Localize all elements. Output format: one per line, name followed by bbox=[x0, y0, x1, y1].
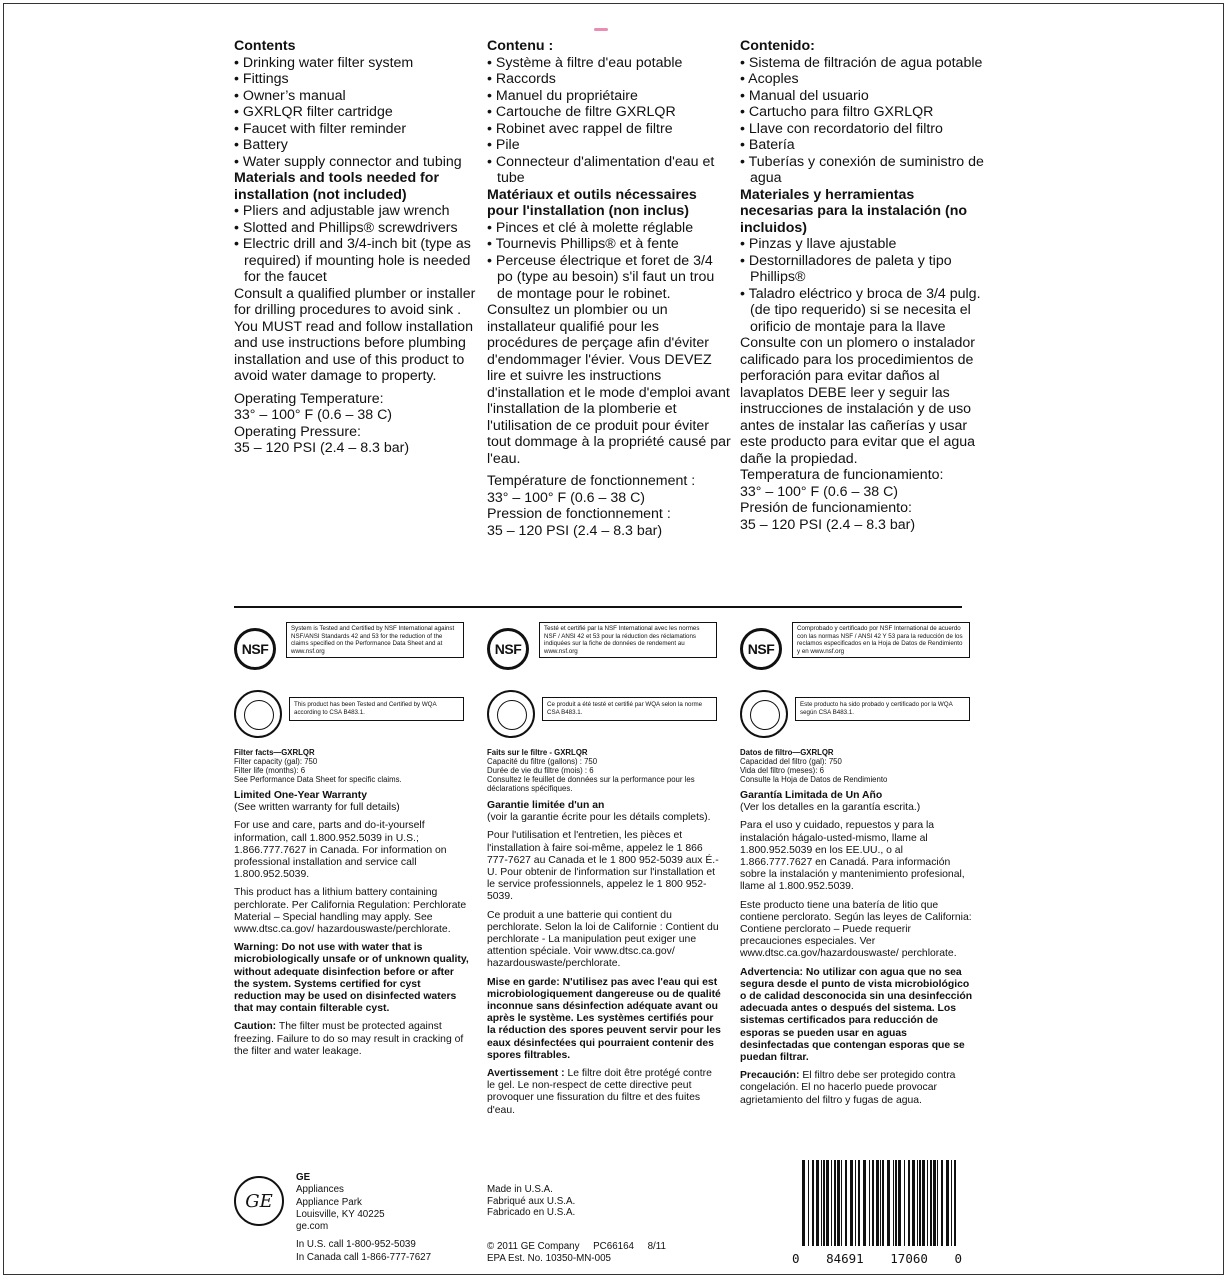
list-item: • Robinet avec rappel de filtre bbox=[487, 121, 732, 138]
nsf-logo-icon: NSF bbox=[234, 628, 276, 670]
list-item: • Cartucho para filtro GXRLQR bbox=[740, 104, 985, 121]
nsf-statement: Testé et certifié par la NSF International avec les normes NSF / ANSI 42 et 53 pour la réduction des réclamations indiquées sur la fiche de données de rendement au www.nsf.org bbox=[539, 622, 717, 658]
op-press-value: 35 – 120 PSI (2.4 – 8.3 bar) bbox=[487, 522, 663, 539]
caution-text: El filtro debe ser protegido contra congelación. El no hacerlo puede provocar agrietamiento del filtro y fugas de agua. bbox=[740, 1070, 956, 1106]
wqa-seal-icon bbox=[740, 690, 788, 738]
list-item: • Connecteur d'alimentation d'eau et tube bbox=[487, 154, 732, 187]
nsf-statement: Comprobado y certificado por NSF International de acuerdo con las normas NSF / ANSI 42 Y 53 para la reducción de los reclamos especificados en la Hoja de Datos de Rendimiento y en www.nsf.org bbox=[792, 622, 970, 658]
barcode-bar bbox=[912, 1160, 915, 1246]
caution-label: Caution: bbox=[234, 1021, 277, 1033]
warranty-title: Garantie limitée d'un an bbox=[487, 800, 605, 811]
barcode-bar bbox=[821, 1160, 822, 1246]
list-item: • GXRLQR filter cartridge bbox=[234, 104, 479, 121]
barcode-digit: 84691 bbox=[826, 1251, 864, 1266]
contents-title: Contenu : bbox=[487, 38, 554, 54]
list-item: • Cartouche de filtre GXRLQR bbox=[487, 104, 732, 121]
warranty-title: Limited One-Year Warranty bbox=[234, 790, 367, 801]
list-item: • Pinzas y llave ajustable bbox=[740, 236, 985, 253]
op-temp-value: 33° – 100° F (0.6 – 38 C) bbox=[740, 483, 899, 500]
contents-title: Contenido: bbox=[740, 38, 815, 54]
warranty-subtitle: (Ver los detalles en la garantía escrita.) bbox=[740, 802, 921, 814]
warranty-subtitle: (See written warranty for full details) bbox=[234, 802, 400, 814]
caution-text: The filter must be protected against freezing. Failure to do so may result in cracking of the filter and water leakage. bbox=[234, 1021, 464, 1057]
list-item: • Fittings bbox=[234, 71, 479, 88]
list-item: • Raccords bbox=[487, 71, 732, 88]
barcode-bar bbox=[946, 1160, 949, 1246]
text-line: Consulte la Hoja de Datos de Rendimiento bbox=[740, 775, 888, 784]
list-item: • Batería bbox=[740, 137, 985, 154]
consult-text: Consult a qualified plumber or installer for drilling procedures to avoid sink . You MUST read and follow installation and use instructions before plumbing installation and use of this product to avoid water damage to property. bbox=[234, 285, 476, 384]
warning-text: Advertencia: No utilizar con agua que no sea segura desde el punto de vista microbiológico o de calidad desconocida sin una desinfección adecuada antes o después del sistema. Los sistemas certificados para reducción de esporas se pueden usar en aguas desinfectadas que contengan esporas que se puedan filtrar. bbox=[740, 966, 973, 1064]
list-item: • Battery bbox=[234, 137, 479, 154]
barcode-bar bbox=[841, 1160, 842, 1246]
tools-title: Materiales y herramientas necesarias para la instalación (no incluidos) bbox=[740, 186, 968, 236]
list-item: • Taladro eléctrico y broca de 3/4 pulg. (de tipo requerido) si se necesita el orificio de montaje para la llave bbox=[740, 286, 985, 336]
op-temp-value: 33° – 100° F (0.6 – 38 C) bbox=[487, 489, 646, 506]
warning-text: Warning: Do not use with water that is microbiologically unsafe or of unknown quality, without adequate disinfection before or after the system. Systems certified for cyst reduction may be used on disinfected waters that may contain filterable cyst. bbox=[234, 942, 469, 1015]
text-line: ge.com bbox=[296, 1221, 329, 1233]
list-item: • Owner’s manual bbox=[234, 88, 479, 105]
list-item: • Manual del usuario bbox=[740, 88, 985, 105]
list-item: • Manuel du propriétaire bbox=[487, 88, 732, 105]
epa-number: EPA Est. No. 10350-MN-005 bbox=[487, 1253, 611, 1264]
barcode-bar bbox=[937, 1160, 938, 1246]
barcode-bar bbox=[834, 1160, 836, 1246]
barcode-bar bbox=[951, 1160, 952, 1246]
op-press-value: 35 – 120 PSI (2.4 – 8.3 bar) bbox=[234, 440, 410, 456]
wqa-statement: This product has been Tested and Certified by WQA according to CSA B483.1. bbox=[289, 697, 464, 721]
barcode-bar bbox=[880, 1160, 881, 1246]
nsf-logo-icon: NSF bbox=[740, 628, 782, 670]
barcode-bar bbox=[898, 1160, 901, 1246]
ge-logo-icon: GE bbox=[234, 1176, 284, 1226]
nsf-statement: System is Tested and Certified by NSF International against NSF/ANSI Standards 42 and 53 for the reduction of the claims specified on the Performance Data Sheet and at www.nsf.org bbox=[286, 622, 464, 658]
caution-label: Precaución: bbox=[740, 1070, 800, 1082]
filter-facts-title: Filter facts—GXRLQR bbox=[234, 748, 315, 757]
list-item: • Faucet with filter reminder bbox=[234, 121, 479, 138]
wqa-statement: Este producto ha sido probado y certificado por la WQA según CSA B483.1. bbox=[795, 697, 970, 721]
op-temp-label: Temperatura de funcionamiento: bbox=[740, 467, 944, 483]
color-mark bbox=[594, 28, 608, 31]
barcode-bar bbox=[882, 1160, 884, 1246]
tools-title: Matériaux et outils nécessaires pour l'installation (non inclus) bbox=[487, 186, 697, 219]
warranty-en bbox=[234, 790, 469, 1064]
text-line: Appliances bbox=[296, 1184, 344, 1196]
text-line: Made in U.S.A. bbox=[487, 1184, 553, 1195]
spanish-column bbox=[740, 38, 985, 533]
caution-label: Avertissement : bbox=[487, 1068, 565, 1080]
barcode-bar bbox=[837, 1160, 840, 1246]
warranty-subtitle: (voir la garantie écrite pour les détails complets). bbox=[487, 812, 711, 824]
french-column bbox=[487, 38, 732, 539]
company-address bbox=[296, 1172, 431, 1264]
wqa-seal-icon bbox=[487, 690, 535, 738]
op-temp-label: Operating Temperature: bbox=[234, 390, 384, 407]
barcode-bar bbox=[855, 1160, 856, 1246]
barcode-digit: 0 bbox=[954, 1251, 962, 1266]
barcode-bar bbox=[930, 1160, 932, 1246]
contents-list bbox=[740, 55, 985, 187]
op-temp-value: 33° – 100° F (0.6 – 38 C) bbox=[234, 407, 393, 423]
filter-facts bbox=[487, 748, 727, 793]
barcode-bar bbox=[876, 1160, 879, 1246]
op-press-label: Operating Pressure: bbox=[234, 423, 361, 440]
barcode-bar bbox=[933, 1160, 936, 1246]
nsf-logo-icon: NSF bbox=[487, 628, 529, 670]
consult-text: Consulte con un plomero o instalador calificado para los procedimientos de perforación para evitar daños al lavaplatos DEBE leer y seguir las instrucciones de instalación y de uso antes de instalar las cañerías y usar este producto para evitar que el agua dañe la propiedad. bbox=[740, 335, 976, 467]
op-press-label: Pression de fonctionnement : bbox=[487, 506, 671, 522]
op-temp-label: Température de fonctionnement : bbox=[487, 473, 696, 489]
tools-list bbox=[234, 203, 479, 286]
address-lines bbox=[296, 1184, 431, 1233]
barcode-bar bbox=[941, 1160, 943, 1246]
barcode-bar bbox=[816, 1160, 819, 1246]
tools-list bbox=[487, 220, 732, 303]
made-in bbox=[487, 1184, 575, 1219]
barcode-bar bbox=[863, 1160, 866, 1246]
barcode-digit: 0 bbox=[792, 1251, 800, 1266]
barcode-bar bbox=[917, 1160, 918, 1246]
list-item: • Perceuse électrique et foret de 3/4 po (type au besoin) s'il faut un trou de montage pour le robinet. bbox=[487, 253, 732, 303]
warranty-care: Para el uso y cuidado, repuestos y para la instalación hágalo-usted-mismo, llame al 1.800.952.5039 en los EE.UU., o al 1.866.777.7627 en Canadá. Para información sobre la instalación y mantenimiento profesional, llame al 1.800.952.5039. bbox=[740, 820, 965, 893]
list-item: • Water supply connector and tubing bbox=[234, 154, 479, 171]
barcode-bar bbox=[845, 1160, 847, 1246]
text-line: Louisville, KY 40225 bbox=[296, 1208, 385, 1220]
battery-notice: Este producto tiene una batería de litio que contiene perclorato. Según las leyes de California: Contiene perclorato – Puede requerir precauciones especiales. Ver www.dtsc.ca.gov/hazardouswaste/ perchlorate. bbox=[740, 899, 972, 960]
contents-list bbox=[234, 55, 479, 171]
barcode-bar bbox=[927, 1160, 928, 1246]
text-line: Fabricado en U.S.A. bbox=[487, 1207, 576, 1218]
barcode-bar bbox=[831, 1160, 832, 1246]
barcode-bar bbox=[823, 1160, 825, 1246]
copyright bbox=[487, 1241, 666, 1265]
filter-facts-lines bbox=[487, 757, 727, 793]
barcode-bar bbox=[893, 1160, 894, 1246]
filter-facts bbox=[740, 748, 887, 784]
list-item: • Acoples bbox=[740, 71, 985, 88]
list-item: • Pliers and adjustable jaw wrench bbox=[234, 203, 479, 220]
filter-facts-title: Datos de filtro—GXRLQR bbox=[740, 748, 834, 757]
barcode-bar bbox=[808, 1160, 809, 1246]
contents-title: Contents bbox=[234, 38, 296, 54]
text-line: Durée de vie du filtre (mois) : 6 bbox=[487, 766, 594, 775]
barcode-bar bbox=[908, 1160, 910, 1246]
filter-facts-title: Faits sur le filtre - GXRLQR bbox=[487, 748, 588, 757]
text-line: Filter capacity (gal): 750 bbox=[234, 757, 318, 766]
list-item: • Pinces et clé à molette réglable bbox=[487, 220, 732, 237]
op-press-label: Presión de funcionamiento: bbox=[740, 500, 912, 516]
wqa-statement: Ce produit a été testé et certifié par WQA selon la norme CSA B483.1. bbox=[542, 697, 717, 721]
caution-paragraph bbox=[234, 1021, 469, 1058]
barcode-bar bbox=[812, 1160, 814, 1246]
text-line: In U.S. call 1-800-952-5039 bbox=[296, 1239, 416, 1251]
warranty-care: Pour l'utilisation et l'entretien, les pièces et l'installation à faire soi-même, appelez le 1 866 777-7627 au Canada et le 1 800 952-5039 aux É.-U. Pour obtenir de l'information sur l'installation et le service professionnels, appelez le 1 800 952-5039. bbox=[487, 830, 719, 903]
text-line: Consultez le feuillet de données sur la performance pour les déclarations spécifiques. bbox=[487, 775, 695, 793]
barcode-bar bbox=[895, 1160, 897, 1246]
barcode-bar bbox=[802, 1160, 805, 1246]
barcode-bar bbox=[954, 1160, 956, 1246]
warranty-es bbox=[740, 790, 975, 1113]
list-item: • Slotted and Phillips® screwdrivers bbox=[234, 220, 479, 237]
tools-list bbox=[740, 236, 985, 335]
warning-text: Mise en garde: N'utilisez pas avec l'eau qui est microbiologiquement dangereuse ou de qualité inconnue sans désinfection adéquate avant ou après le système. Les systèmes certifiés pour la réduction des spores peuvent servir pour les eaux désinfectées qui pourraient contenir des spores filtrables. bbox=[487, 976, 721, 1061]
contents-list bbox=[487, 55, 732, 187]
list-item: • Electric drill and 3/4-inch bit (type as required) if mounting hole is needed for the faucet bbox=[234, 236, 479, 286]
list-item: • Drinking water filter system bbox=[234, 55, 479, 72]
list-item: • Destornilladores de paleta y tipo Phillips® bbox=[740, 253, 985, 286]
list-item: • Tournevis Phillips® et à fente bbox=[487, 236, 732, 253]
barcode-icon bbox=[800, 1160, 962, 1252]
op-press-value: 35 – 120 PSI (2.4 – 8.3 bar) bbox=[740, 516, 916, 533]
list-item: • Pile bbox=[487, 137, 732, 154]
caution-text: Le filtre doit être protégé contre le gel. Le non-respect de cette directive peut provoquer une fissuration du filtre et des fuites d'eau. bbox=[487, 1068, 712, 1116]
barcode-bar bbox=[872, 1160, 874, 1246]
text-line: Capacité du filtre (gallons) : 750 bbox=[487, 757, 598, 766]
warranty-title: Garantía Limitada de Un Año bbox=[740, 790, 883, 801]
tools-title: Materials and tools needed for installation (not included) bbox=[234, 170, 439, 203]
barcode-bar bbox=[904, 1160, 905, 1246]
text-line: Filter life (months): 6 bbox=[234, 766, 306, 775]
text-line: In Canada call 1-866-777-7627 bbox=[296, 1251, 432, 1263]
consult-text: Consultez un plombier ou un installateur qualifié pour les procédures de perçage afin d'éviter d'endommager l'évier. Vous DEVEZ lire et suivre les instructions d'installation et le mode d'emploi avant l'installation de la plomberie et l'utilisation de ce produit pour éviter tout dommage à la propriété causé par l'eau. bbox=[487, 302, 731, 467]
barcode-bar bbox=[919, 1160, 921, 1246]
caution-paragraph bbox=[487, 1068, 722, 1117]
company-name: GE bbox=[296, 1172, 311, 1183]
list-item: • Système à filtre d'eau potable bbox=[487, 55, 732, 72]
text-line: See Performance Data Sheet for specific claims. bbox=[234, 775, 402, 784]
warranty-fr bbox=[487, 800, 722, 1123]
text-line: Vida del filtro (meses): 6 bbox=[740, 766, 824, 775]
text-line: Appliance Park bbox=[296, 1196, 362, 1208]
barcode-bar bbox=[850, 1160, 853, 1246]
english-column bbox=[234, 38, 479, 457]
barcode-bar bbox=[858, 1160, 860, 1246]
list-item: • Tuberías y conexión de suministro de agua bbox=[740, 154, 985, 187]
filter-facts bbox=[234, 748, 402, 784]
text-line: Fabriqué aux U.S.A. bbox=[487, 1195, 576, 1207]
list-item: • Llave con recordatorio del filtro bbox=[740, 121, 985, 138]
barcode-bar bbox=[869, 1160, 870, 1246]
filter-facts-lines bbox=[234, 757, 402, 784]
list-item: • Sistema de filtración de agua potable bbox=[740, 55, 985, 72]
section-divider bbox=[234, 606, 962, 608]
copyright-line: © 2011 GE Company PC66164 8/11 bbox=[487, 1241, 666, 1252]
warranty-care: For use and care, parts and do-it-yourself information, call 1.800.952.5039 in U.S.; 1.866.777.7627 in Canada. For information on professional installation and service call 1.800.952.5039. bbox=[234, 820, 447, 881]
barcode-bar bbox=[826, 1160, 829, 1246]
barcode-digits bbox=[792, 1251, 962, 1266]
battery-notice: This product has a lithium battery containing perchlorate. Per California Regulation: Perchlorate Material – Special handling may apply. See www.dtsc.ca.gov/ hazardouswaste/perchlorate. bbox=[234, 887, 467, 936]
barcode-bar bbox=[922, 1160, 925, 1246]
filter-facts-lines bbox=[740, 757, 887, 784]
support-phones bbox=[296, 1239, 431, 1264]
caution-paragraph bbox=[740, 1070, 975, 1107]
text-line: Capacidad del filtro (gal): 750 bbox=[740, 757, 842, 766]
battery-notice: Ce produit a une batterie qui contient du perchlorate. Selon la loi de Californie : Contient du perchlorate - La manipulation peut exiger une attention spéciale. Voir www.dtsc.ca.gov/ hazardouswaste/perchlorate. bbox=[487, 909, 719, 970]
barcode-digit: 17060 bbox=[890, 1251, 928, 1266]
wqa-seal-icon bbox=[234, 690, 282, 738]
barcode-bar bbox=[887, 1160, 890, 1246]
